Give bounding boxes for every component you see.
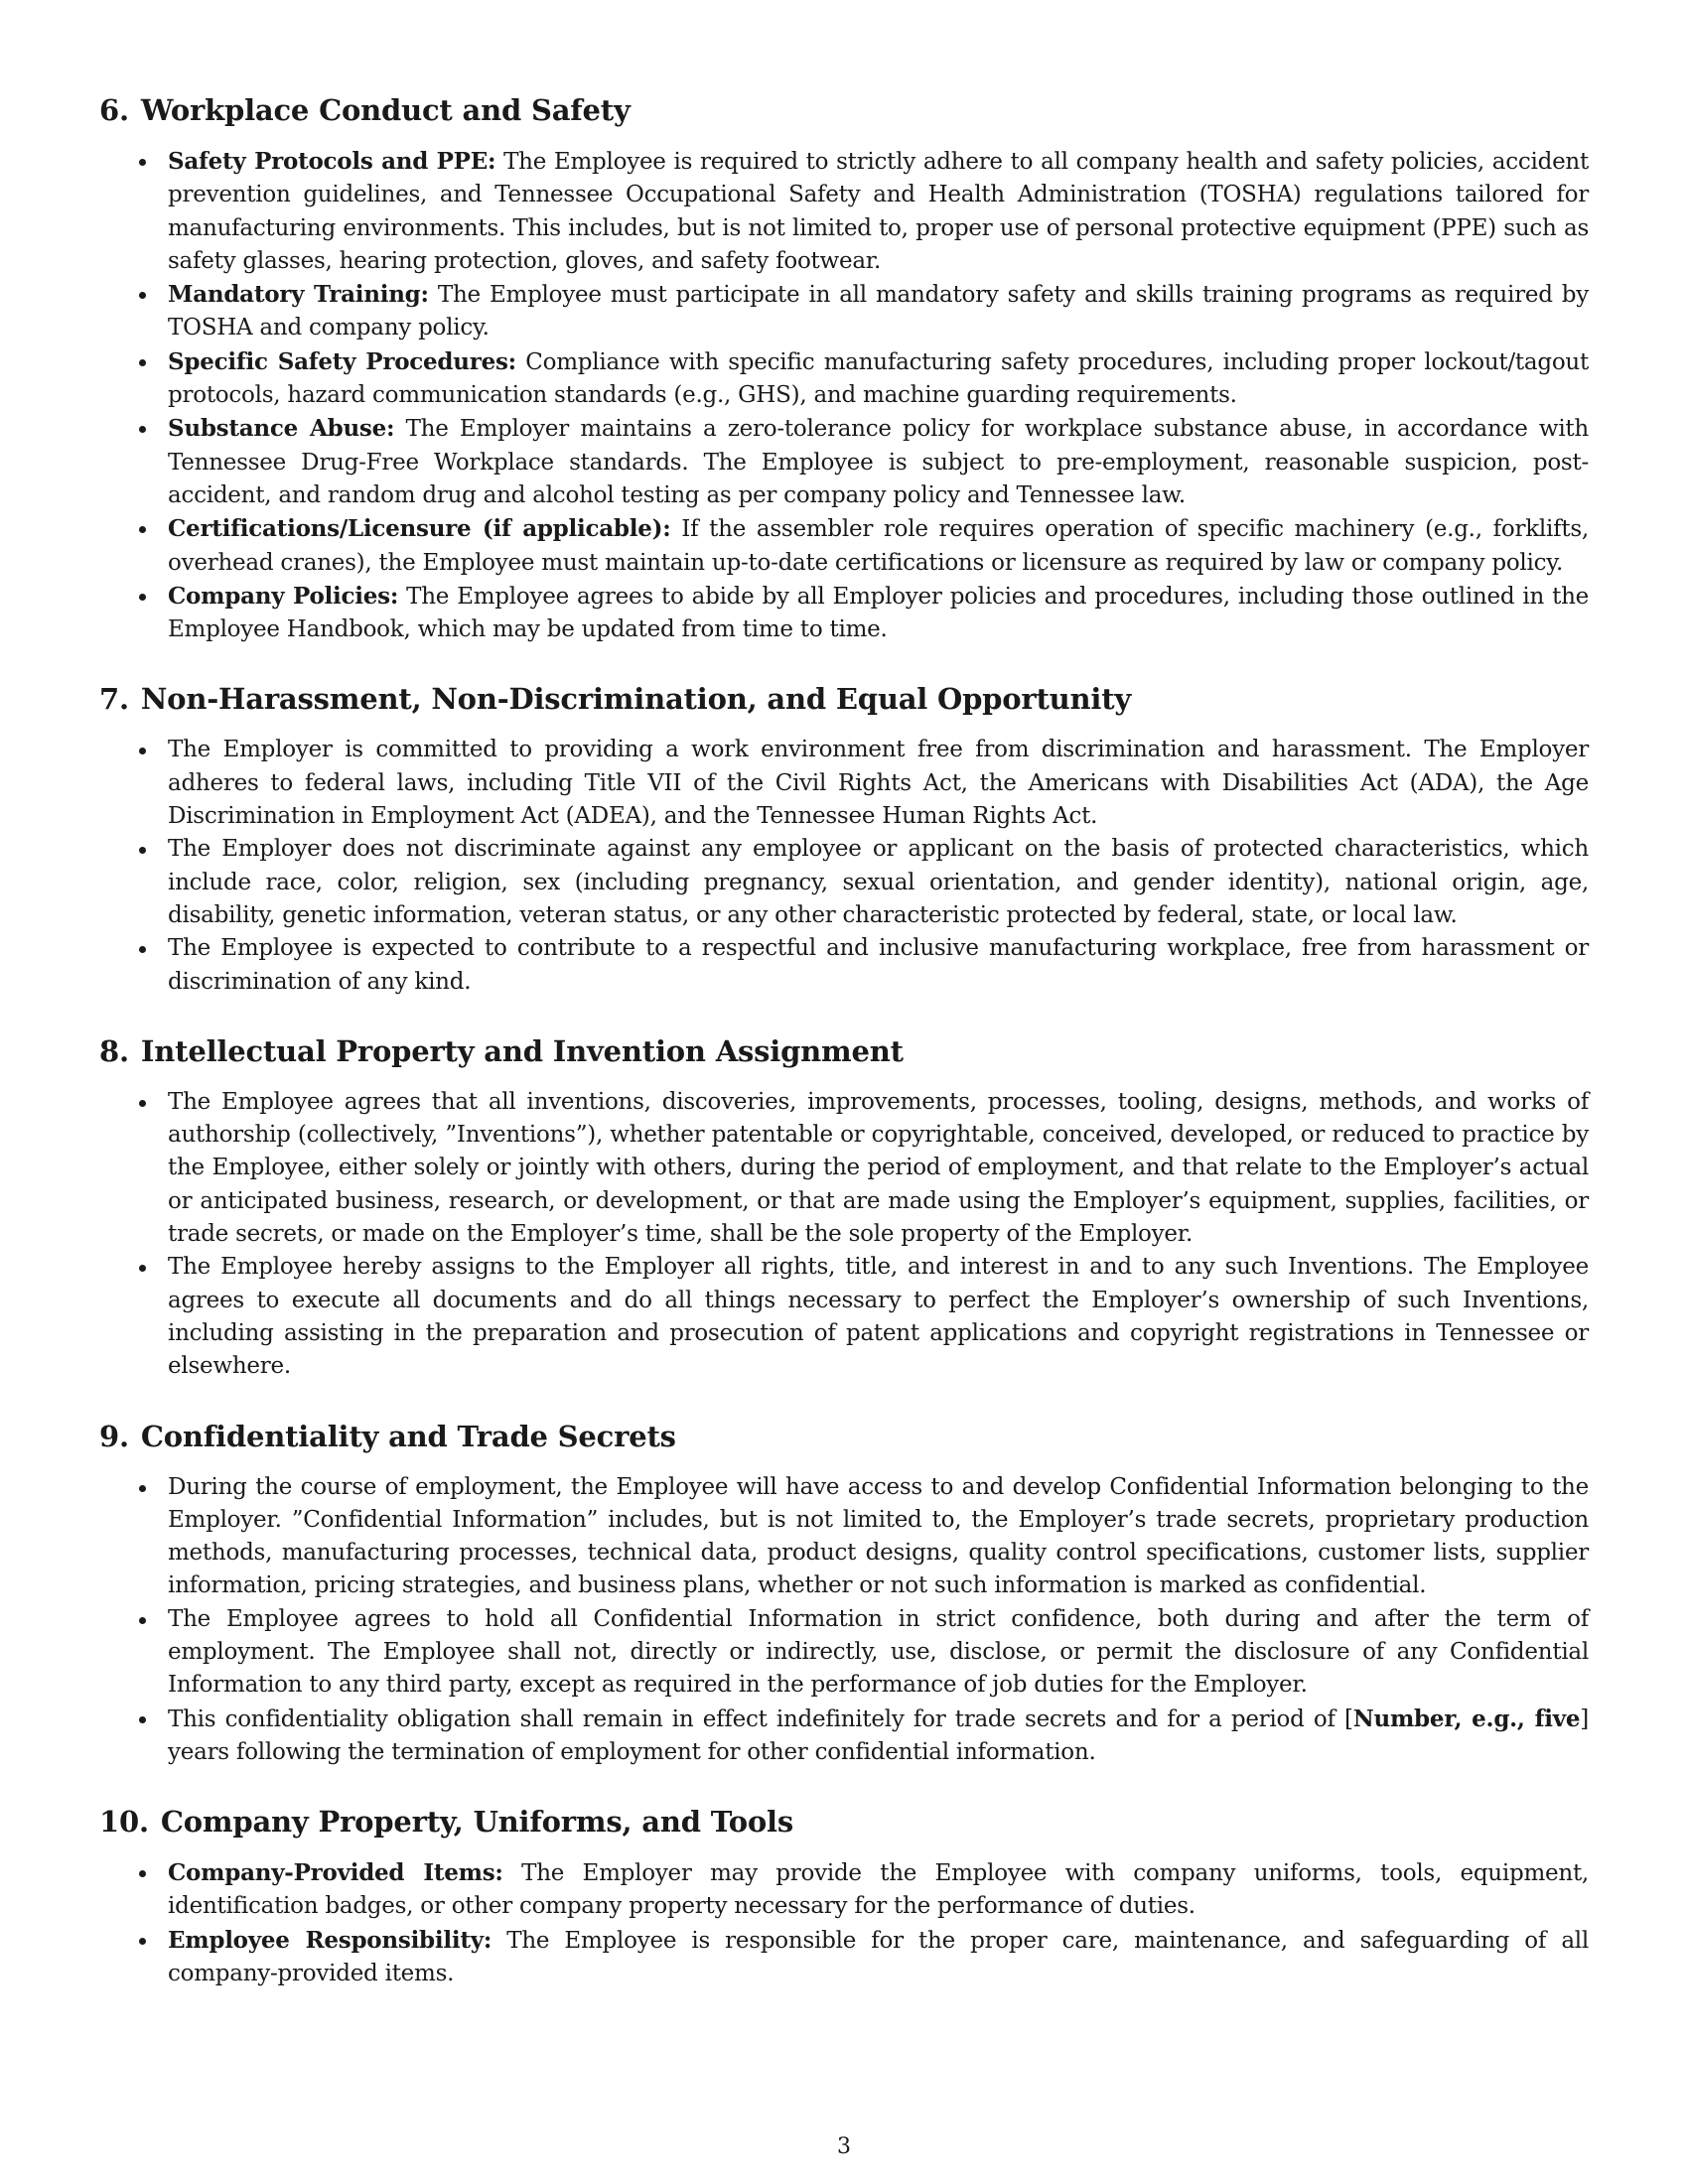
section-intellectual-property: [99, 1032, 1589, 1384]
section-title: Confidentiality and Trade Secrets: [140, 1419, 676, 1453]
bullet-list: [99, 1086, 1589, 1384]
item-text: The Employee must participate in all mandatory safety and skills training programs as required by TOSHA and company policy.: [168, 282, 1589, 341]
section-number: 9.: [99, 1419, 129, 1453]
page-number: 3: [837, 2134, 851, 2159]
item-label: Certifications/Licensure (if applicable):: [168, 515, 671, 543]
document-page: [99, 91, 1589, 2024]
item-label: Mandatory Training:: [168, 281, 429, 309]
list-item: [99, 833, 1589, 932]
section-heading: [99, 1803, 1589, 1841]
bullet-list: [99, 1856, 1589, 1990]
item-text: This confidentiality obligation shall remain in effect indefinitely for trade secrets and for a period of [: [168, 1706, 1353, 1732]
item-text: The Employee agrees that all inventions, discoveries, improvements, processes, tooling, designs, methods, and works of authorship (collectively, ”Inventions”), whether patentable or copyrightable, conceived, developed, or reduced to practice by the Employee, either solely or jointly with others, during the period of employment, and that relate to the Employer’s actual or anticipated business, research, or development, or that are made using the Employer’s equipment, supplies, facilities, or trade secrets, or made on the Employer’s time, shall be the sole property of the Employer.: [168, 1088, 1589, 1248]
list-item: [99, 1924, 1589, 1991]
list-item: [99, 1471, 1589, 1603]
list-item: [99, 1251, 1589, 1383]
list-item: [99, 1703, 1589, 1770]
bullet-list: [99, 734, 1589, 998]
item-text: The Employee is expected to contribute to a respectful and inclusive manufacturing workplace, free from harassment or discrimination of any kind.: [168, 935, 1589, 995]
list-item: [99, 278, 1589, 345]
list-item: [99, 412, 1589, 512]
list-item: [99, 1603, 1589, 1703]
item-label: Substance Abuse:: [168, 415, 395, 443]
section-non-harassment: [99, 680, 1589, 998]
section-heading: [99, 1032, 1589, 1070]
item-text: The Employee is responsible for the proper care, maintenance, and safeguarding of all company-provided items.: [168, 1927, 1589, 1987]
list-item: [99, 734, 1589, 833]
item-label: Company-Provided Items:: [168, 1859, 503, 1887]
section-company-property: [99, 1803, 1589, 1990]
section-workplace-conduct: [99, 91, 1589, 646]
section-heading: [99, 91, 1589, 129]
item-text: During the course of employment, the Employee will have access to and develop Confidential Information belonging to the Employer. ”Confidential Information” includes, but is not limited to, the Employer’s trade secrets, proprietary production methods, manufacturing processes, technical data, product designs, quality control specifications, customer lists, supplier information, pricing strategies, and business plans, whether or not such information is marked as confidential.: [168, 1473, 1589, 1599]
section-confidentiality: [99, 1418, 1589, 1770]
item-label: Safety Protocols and PPE:: [168, 148, 496, 175]
item-text: If the assembler role requires operation of specific machinery (e.g., forklifts, overhead cranes), the Employee must maintain up-to-date certifications or licensure as required by law or company policy.: [168, 516, 1589, 576]
item-text: The Employee agrees to hold all Confidential Information in strict confidence, both during and after the term of employment. The Employee shall not, directly or indirectly, use, disclose, or permit the disclosure of any Confidential Information to any third party, except as required in the performance of job duties for the Employer.: [168, 1605, 1589, 1699]
item-label: Employee Responsibility:: [168, 1926, 492, 1954]
list-item: [99, 512, 1589, 580]
item-text: The Employer maintains a zero-tolerance policy for workplace substance abuse, in accordance with Tennessee Drug-Free Workplace standards. The Employee is subject to pre-employment, reasonable suspicion, post-accident, and random drug and alcohol testing as per company policy and Tennessee law.: [168, 416, 1589, 508]
section-title: Non-Harassment, Non-Discrimination, and Equal Opportunity: [140, 682, 1132, 717]
list-item: [99, 1856, 1589, 1924]
item-label: Company Policies:: [168, 582, 399, 610]
section-number: 6.: [99, 93, 129, 127]
item-text: The Employee is required to strictly adhere to all company health and safety policies, accident prevention guidelines, and Tennessee Occupational Safety and Health Administration (TOSHA) regulations tailored for manufacturing environments. This includes, but is not limited to, proper use of personal protective equipment (PPE) such as safety glasses, hearing protection, gloves, and safety footwear.: [168, 149, 1589, 274]
list-item: [99, 932, 1589, 999]
item-label: Specific Safety Procedures:: [168, 347, 516, 375]
bullet-list: [99, 145, 1589, 646]
list-item: [99, 145, 1589, 278]
section-heading: [99, 680, 1589, 718]
item-text: The Employer is committed to providing a work environment free from discrimination and harassment. The Employer adheres to federal laws, including Title VII of the Civil Rights Act, the Americans with Disabilities Act (ADA), the Age Discrimination in Employment Act (ADEA), and the Tennessee Human Rights Act.: [168, 737, 1589, 830]
item-text: The Employer does not discriminate against any employee or applicant on the basis of protected characteristics, which include race, color, religion, sex (including pregnancy, sexual orientation, and gender identity), national origin, age, disability, genetic information, veteran status, or any other characteristic protected by federal, state, or local law.: [168, 836, 1589, 928]
placeholder-term: Number, e.g., five: [1352, 1705, 1581, 1732]
item-text: Compliance with specific manufacturing safety procedures, including proper lockout/tagout protocols, hazard communication standards (e.g., GHS), and machine guarding requirements.: [168, 348, 1589, 409]
section-number: 8.: [99, 1033, 129, 1068]
list-item: [99, 580, 1589, 647]
section-title: Company Property, Uniforms, and Tools: [160, 1805, 793, 1840]
section-number: 7.: [99, 682, 129, 717]
item-text: The Employee agrees to abide by all Employer policies and procedures, including those outlined in the Employee Handbook, which may be updated from time to time.: [168, 583, 1589, 643]
item-text: The Employee hereby assigns to the Employer all rights, title, and interest in and to any such Inventions. The Employee agrees to execute all documents and do all things necessary to perfect the Employer’s ownership of such Inventions, including assisting in the preparation and prosecution of patent applications and copyright registrations in Tennessee or elsewhere.: [168, 1254, 1589, 1380]
bullet-list: [99, 1471, 1589, 1770]
list-item: [99, 1086, 1589, 1251]
list-item: [99, 345, 1589, 413]
section-title: Workplace Conduct and Safety: [140, 93, 631, 127]
section-title: Intellectual Property and Invention Assignment: [140, 1033, 904, 1068]
item-text-after: ] years following the termination of employment for other confidential information.: [168, 1706, 1589, 1765]
section-heading: [99, 1418, 1589, 1455]
section-number: 10.: [99, 1805, 149, 1840]
item-text: The Employer may provide the Employee with company uniforms, tools, equipment, identification badges, or other company property necessary for the performance of duties.: [168, 1860, 1589, 1920]
